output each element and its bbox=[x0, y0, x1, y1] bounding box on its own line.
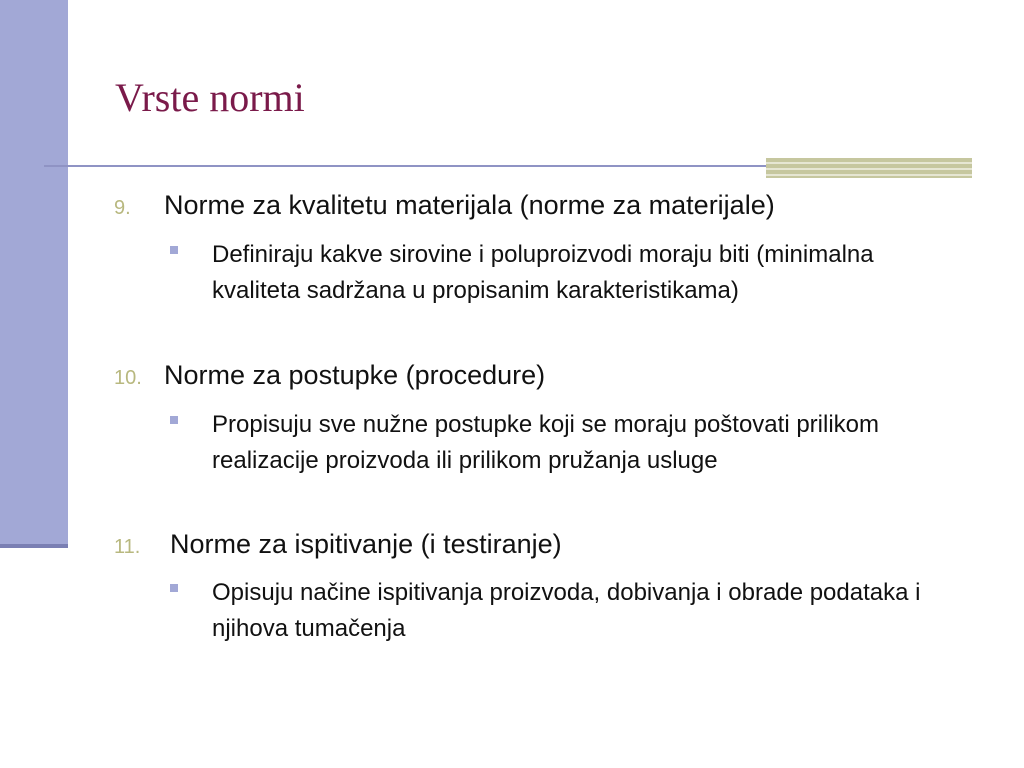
list-item-text: Norme za kvalitetu materijala (norme za materijale) bbox=[164, 190, 775, 220]
square-bullet-icon bbox=[170, 246, 178, 254]
list-item-number: 9. bbox=[114, 197, 131, 219]
slide-title: Vrste normi bbox=[115, 75, 305, 120]
title-divider-line bbox=[44, 165, 766, 167]
sub-item-text: Definiraju kakve sirovine i poluproizvodi moraju biti (minimalna kvaliteta sadržana u propisanim karakteristikama) bbox=[212, 241, 874, 304]
list-item-text: Norme za postupke (procedure) bbox=[164, 360, 546, 390]
left-bar-shadow bbox=[0, 544, 68, 548]
list-item-11 bbox=[114, 529, 562, 560]
list-item-9 bbox=[114, 190, 775, 221]
striped-accent-bar bbox=[766, 158, 972, 178]
list-item-number: 11. bbox=[114, 536, 141, 558]
list-item-text: Norme za ispitivanje (i testiranje) bbox=[170, 529, 562, 559]
square-bullet-icon bbox=[170, 416, 178, 424]
list-item-10 bbox=[114, 360, 545, 391]
sub-item-text: Propisuju sve nužne postupke koji se moraju poštovati prilikom realizacije proizvoda ili prilikom pružanja usluge bbox=[212, 411, 879, 474]
square-bullet-icon bbox=[170, 584, 178, 592]
list-item-number: 10. bbox=[114, 367, 142, 389]
left-decorative-bar bbox=[0, 0, 68, 547]
sub-item-text: Opisuju načine ispitivanja proizvoda, dobivanja i obrade podataka i njihova tumačenja bbox=[212, 579, 921, 642]
